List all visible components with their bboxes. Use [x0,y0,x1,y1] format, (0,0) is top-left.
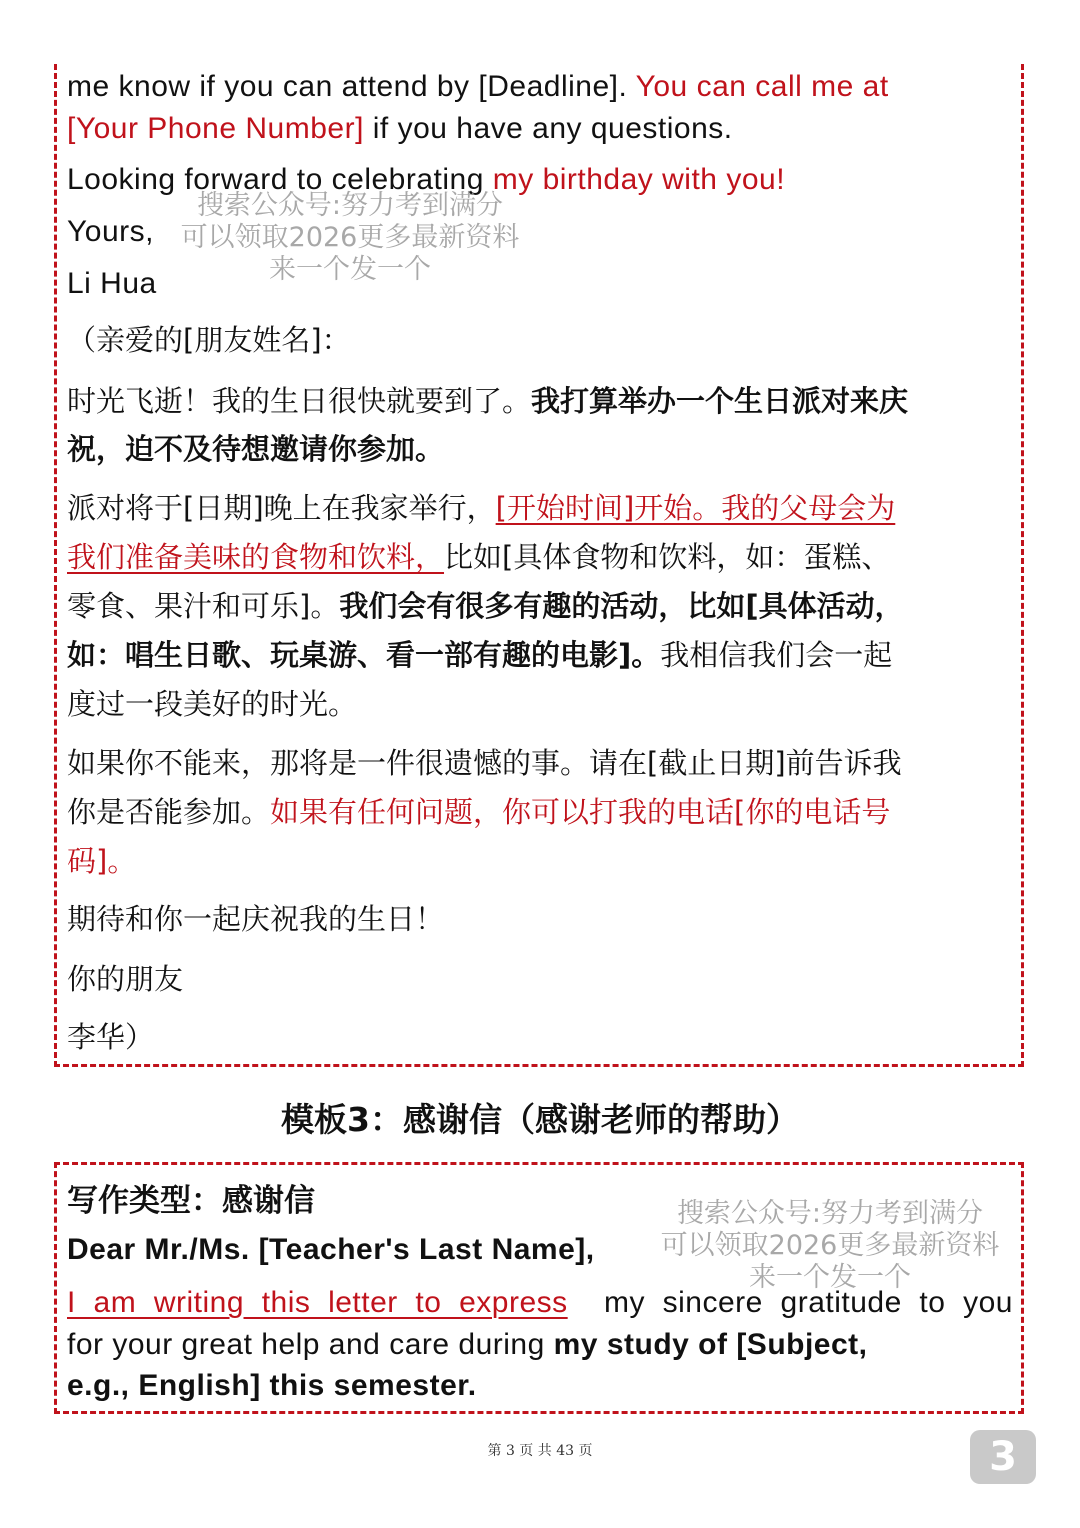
watermark-line: 可以领取2026更多最新资料 [660,1230,1000,1261]
watermark-line: 来一个发一个 [269,254,431,285]
underlined-highlight: I am writing this letter to express [67,1286,568,1319]
text-run: if you have any questions. [363,112,733,145]
bold-text: 我们会有很多有趣的活动，比如[具体活动， [339,589,904,623]
letter-line: e.g., English] this semester. [67,1369,477,1402]
section-heading: 模板3：感谢信（感谢老师的帮助） [281,1100,799,1139]
highlight-text: my birthday with you! [492,163,786,196]
letter-line [67,70,1013,104]
letter-line [67,1328,1013,1362]
watermark [150,190,550,286]
zh-line: 如果你不能来，那将是一件很遗憾的事。请在[截止日期]前告诉我 [67,746,902,780]
writing-type-label: 写作类型：感谢信 [67,1183,315,1219]
zh-line: 度过一段美好的时光。 [67,687,358,721]
zh-line: 码]。 [67,844,137,878]
underlined-highlight: 我们准备美味的食物和饮料， [67,540,445,574]
text-run: 派对将于[日期]晚上在我家举行， [67,491,496,525]
page-number-badge: 3 [970,1430,1036,1484]
zh-line [67,790,1013,831]
text-run: 零食、果汁和可乐]。 [67,589,340,623]
text-run: for your great help and care during [67,1328,554,1361]
bold-text: my study of [Subject, [553,1328,868,1361]
text-run: Looking forward to celebrating [67,163,493,196]
text-run: me know if you can attend by [Deadline]. [67,70,628,103]
text-run: my sincere gratitude to you [595,1286,1013,1319]
zh-line [67,633,1013,674]
watermark-line: 搜索公众号:努力考到满分 [676,1198,984,1229]
watermark [636,1198,1024,1294]
zh-line [67,427,1013,468]
zh-line [67,535,1013,576]
bold-text: 如：唱生日歌、玩桌游、看一部有趣的电影]。 [67,638,661,672]
highlight-text: 如果有任何问题，你可以打我的电话[你的电话号 [270,795,891,829]
page-footer: 第 3 页 共 43 页 [487,1443,593,1459]
highlight-text: You can call me at [635,70,889,103]
zh-line [67,584,1013,625]
text-run: 比如[具体食物和饮料，如：蛋糕、 [444,540,891,574]
zh-signoff: 你的朋友 [67,962,184,996]
watermark-line: 可以领取2026更多最新资料 [180,222,520,253]
watermark-line: 搜索公众号:努力考到满分 [196,190,504,221]
signoff: Yours, [67,215,154,248]
zh-line [67,379,1013,420]
watermark-line: 来一个发一个 [749,1262,911,1293]
letter-line [67,112,1013,146]
text-run: 我相信我们会一起 [660,638,893,672]
zh-line [67,486,1013,527]
bold-text: 我打算举办一个生日派对来庆 [531,384,909,418]
zh-closing: 期待和你一起庆祝我的生日！ [67,902,445,936]
text-run: 你是否能参加。 [67,795,271,829]
underlined-highlight: [开始时间]开始。我的父母会为 [495,491,896,525]
zh-greeting: （亲爱的[朋友姓名]： [67,323,351,357]
signature: Li Hua [67,267,157,300]
text-run: 时光飞逝！我的生日很快就要到了。 [67,384,532,418]
zh-signature: 李华） [67,1020,155,1054]
bold-text: 祝，迫不及待想邀请你参加。 [67,432,445,466]
highlight-text: [Your Phone Number] [67,112,364,145]
letter-greeting: Dear Mr./Ms. [Teacher's Last Name], [67,1233,595,1266]
